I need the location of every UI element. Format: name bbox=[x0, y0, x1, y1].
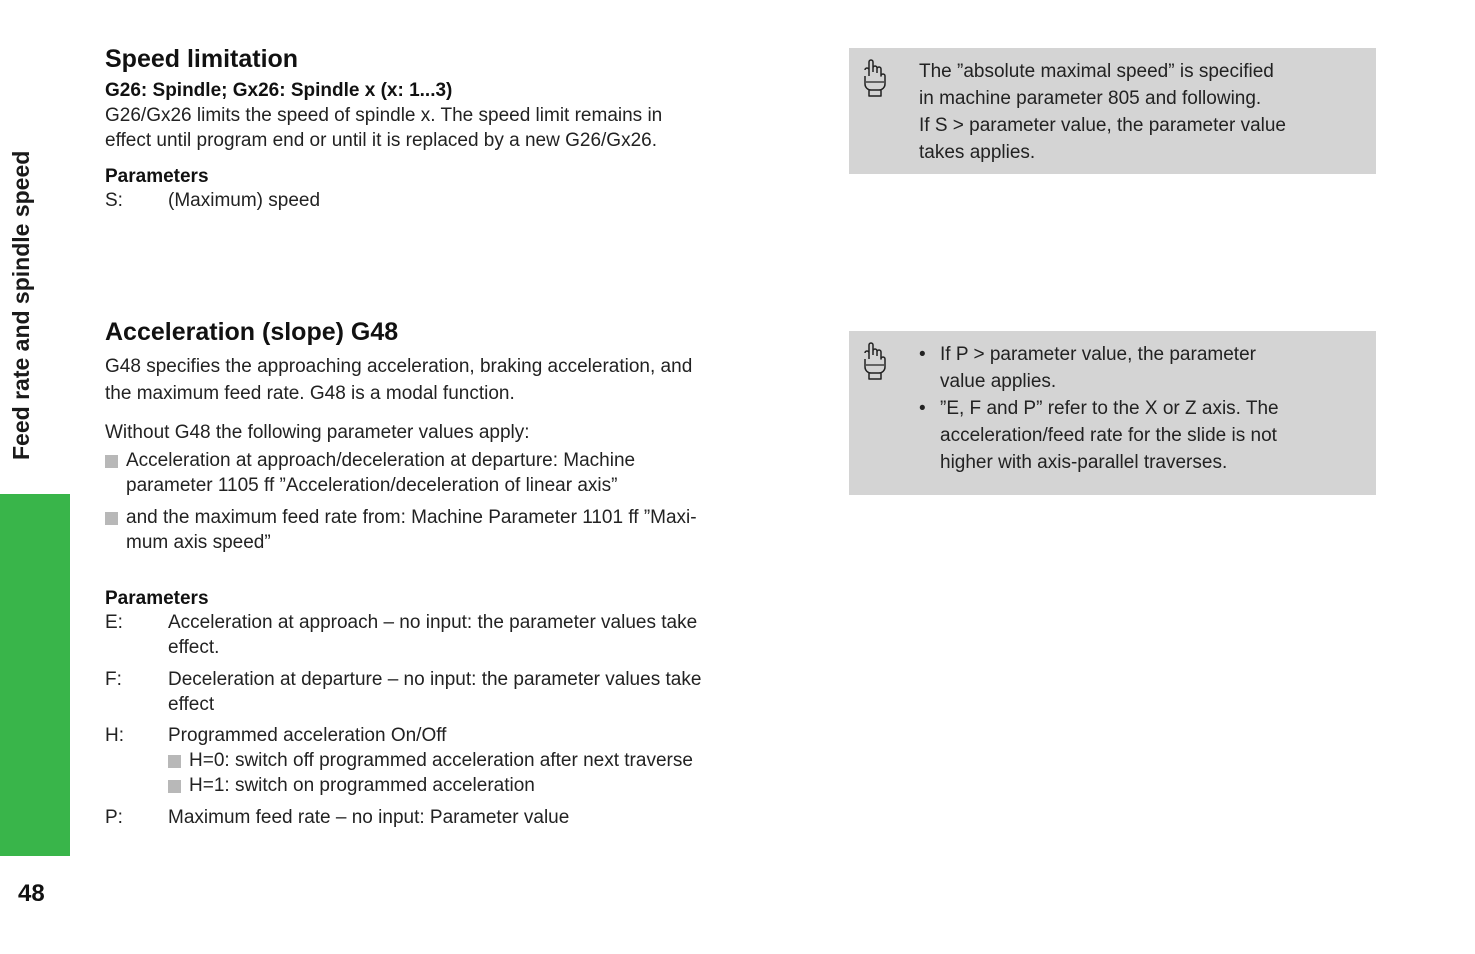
speed-limitation-section bbox=[105, 44, 825, 213]
parameter-row bbox=[105, 723, 825, 798]
square-bullet-icon bbox=[105, 512, 118, 525]
parameter-text: effect bbox=[168, 694, 215, 715]
list-item bbox=[105, 448, 825, 498]
square-bullet-icon bbox=[168, 755, 181, 768]
sub-list-item-text: H=1: switch on programmed acceleration bbox=[189, 775, 535, 796]
list-item-line: parameter 1105 ff ”Acceleration/deceleration of linear axis” bbox=[126, 475, 618, 496]
parameter-text: Maximum feed rate – no input: Parameter value bbox=[168, 807, 570, 828]
list-item-line: and the maximum feed rate from: Machine Parameter 1101 ff ”Maxi- bbox=[126, 507, 697, 528]
note-line: ”E, F and P” refer to the X or Z axis. The bbox=[940, 398, 1279, 419]
list-item bbox=[105, 505, 825, 555]
acceleration-intro-line: G48 specifies the approaching acceleration, braking acceleration, and bbox=[105, 356, 693, 377]
acceleration-heading: Acceleration (slope) G48 bbox=[105, 318, 399, 346]
acceleration-section bbox=[105, 317, 825, 830]
sub-list-item bbox=[168, 748, 825, 773]
bullet-dot-icon: • bbox=[919, 398, 926, 419]
list-item-line: mum axis speed” bbox=[126, 532, 271, 553]
parameter-key: S: bbox=[105, 190, 123, 211]
pointing-hand-icon bbox=[859, 58, 891, 98]
parameter-key: H: bbox=[105, 725, 124, 746]
parameter-text: effect. bbox=[168, 637, 220, 658]
parameter-text: Acceleration at approach – no input: the parameter values take bbox=[168, 612, 698, 633]
parameter-row bbox=[105, 805, 825, 830]
square-bullet-icon bbox=[105, 455, 118, 468]
pointing-hand-icon bbox=[859, 341, 891, 381]
parameter-key: P: bbox=[105, 807, 123, 828]
note-bullet-item bbox=[919, 341, 1359, 395]
bullet-dot-icon: • bbox=[919, 344, 926, 365]
parameter-key: E: bbox=[105, 612, 123, 633]
note-box-acceleration bbox=[849, 331, 1376, 495]
parameter-row bbox=[105, 610, 825, 660]
note-line: higher with axis-parallel traverses. bbox=[940, 452, 1228, 473]
list-item-line: Acceleration at approach/deceleration at departure: Machine bbox=[126, 450, 636, 471]
note-line: acceleration/feed rate for the slide is not bbox=[940, 425, 1277, 446]
note-box-speed bbox=[849, 48, 1376, 174]
sub-list-item-text: H=0: switch off programmed acceleration after next traverse bbox=[189, 750, 693, 771]
sub-list-item bbox=[168, 773, 825, 798]
speed-limitation-description-line: effect until program end or until it is replaced by a new G26/Gx26. bbox=[105, 130, 658, 151]
parameter-row bbox=[105, 188, 825, 213]
note-line: The ”absolute maximal speed” is specified bbox=[919, 61, 1274, 82]
parameters-label: Parameters bbox=[105, 588, 209, 609]
speed-limitation-subheading: G26: Spindle; Gx26: Spindle x (x: 1...3) bbox=[105, 80, 453, 101]
speed-limitation-description-line: G26/Gx26 limits the speed of spindle x. The speed limit remains in bbox=[105, 105, 663, 126]
parameter-text: Deceleration at departure – no input: the parameter values take bbox=[168, 669, 702, 690]
parameter-text: Programmed acceleration On/Off bbox=[168, 725, 447, 746]
note-line: takes applies. bbox=[919, 142, 1036, 163]
square-bullet-icon bbox=[168, 780, 181, 793]
note-line: in machine parameter 805 and following. bbox=[919, 88, 1262, 109]
note-line: If S > parameter value, the parameter value bbox=[919, 115, 1287, 136]
parameter-row bbox=[105, 667, 825, 717]
parameters-label: Parameters bbox=[105, 166, 209, 187]
note-text bbox=[919, 341, 1359, 476]
note-line: value applies. bbox=[940, 371, 1057, 392]
parameter-text: (Maximum) speed bbox=[168, 190, 321, 211]
parameter-key: F: bbox=[105, 669, 122, 690]
note-text bbox=[919, 58, 1359, 166]
note-bullet-item bbox=[919, 395, 1359, 476]
chapter-side-title: Feed rate and spindle speed bbox=[8, 150, 34, 460]
note-line: If P > parameter value, the parameter bbox=[940, 344, 1256, 365]
chapter-tab bbox=[0, 494, 70, 856]
without-g48-text: Without G48 the following parameter values apply: bbox=[105, 422, 530, 443]
acceleration-intro-line: the maximum feed rate. G48 is a modal function. bbox=[105, 383, 515, 404]
speed-limitation-heading: Speed limitation bbox=[105, 45, 299, 73]
page-number: 48 bbox=[18, 880, 45, 907]
